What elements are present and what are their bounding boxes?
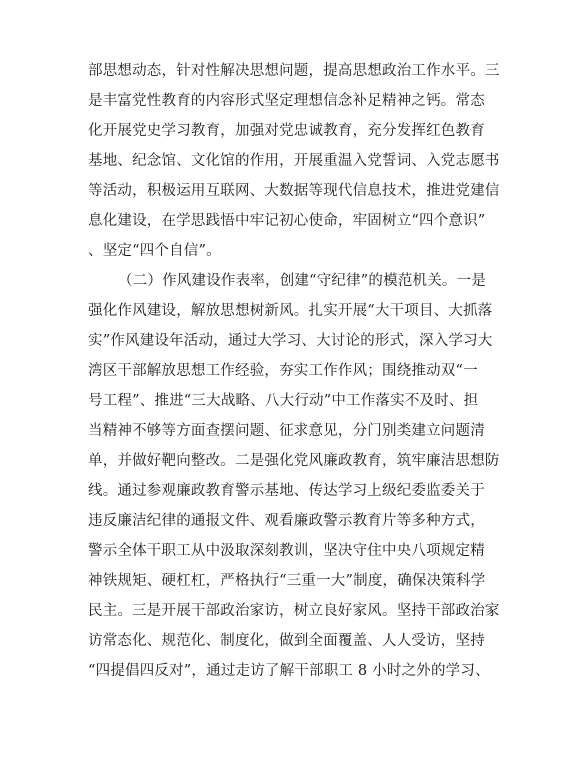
text-line: 基地、纪念馆、文化馆的作用，开展重温入党誓词、入党志愿书 [88, 153, 500, 169]
text-line: “四提倡四反对”，通过走访了解干部职工 8 小时之外的学习、 [88, 663, 490, 679]
text-line: 强化作风建设，解放思想树新风。扎实开展“大干项目、大抓落 [88, 303, 493, 319]
text-line: 访常态化、规范化、制度化，做到全面覆盖、人人受访，坚持 [88, 633, 485, 649]
text-line: 单，并做好靶向整改。二是强化党风廉政教育，筑牢廉洁思想防 [88, 453, 500, 469]
text-line: 等活动，积极运用互联网、大数据等现代信息技术，推进党建信 [88, 183, 500, 199]
text-line: 湾区干部解放思想工作经验，夯实工作作风；围绕推动双“一 [88, 363, 478, 379]
text-line: 号工程”、推进“三大战略、八大行动”中工作落实不及时、担 [88, 393, 479, 409]
text-line: 息化建设，在学思践悟中牢记初心使命，牢固树立“四个意识” [88, 213, 486, 229]
document-body [88, 56, 508, 686]
text-line: 违反廉洁纪律的通报文件、观看廉政警示教育片等多种方式， [88, 513, 485, 529]
text-line: 实”作风建设年活动，通过大学习、大讨论的形式，深入学习大 [88, 333, 493, 349]
text-line: 线。通过参观廉政教育警示基地、传达学习上级纪委监委关于 [88, 483, 485, 499]
text-line: 当精神不够等方面查摆问题、征求意见，分门别类建立问题清 [88, 423, 485, 439]
paragraph-1 [88, 56, 508, 266]
text-line: 部思想动态，针对性解决思想问题，提高思想政治工作水平。三 [88, 63, 500, 79]
text-line: 化开展党史学习教育，加强对党忠诚教育，充分发挥红色教育 [88, 123, 485, 139]
text-line: 民主。三是开展干部政治家访，树立良好家风。坚持干部政治家 [88, 603, 500, 619]
text-line: 、坚定“四个自信”。 [88, 243, 221, 259]
paragraph-2 [88, 266, 508, 686]
text-line: 是丰富党性教育的内容形式坚定理想信念补足精神之钙。常态 [88, 93, 485, 109]
text-line: 神铁规矩、硬杠杠，严格执行“三重一大”制度，确保决策科学 [88, 573, 486, 589]
text-line: （二）作风建设作表率，创建“守纪律”的模范机关。一是 [118, 273, 487, 289]
text-line: 警示全体干职工从中汲取深刻教训，坚决守住中央八项规定精 [88, 543, 485, 559]
